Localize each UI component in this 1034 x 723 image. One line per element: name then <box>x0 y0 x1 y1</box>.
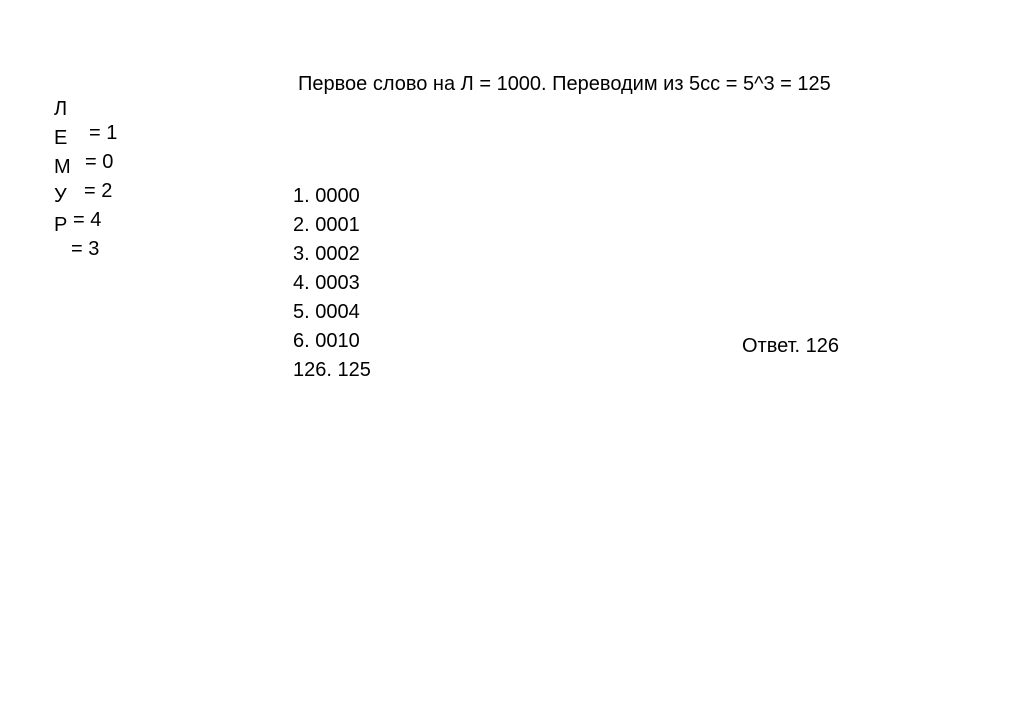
code-list-item: 6. 0010 <box>293 330 360 352</box>
code-list-item: 5. 0004 <box>293 301 360 323</box>
answer-text: Ответ. 126 <box>742 335 840 357</box>
mapping-value: = 4 <box>73 209 102 231</box>
mapping-value: = 2 <box>84 180 113 202</box>
code-list-item: 4. 0003 <box>293 272 360 294</box>
code-list-item: 2. 0001 <box>293 214 360 236</box>
mapping-row-e <box>54 102 114 173</box>
mapping-row-l <box>54 73 118 144</box>
mapping-value: = 0 <box>85 151 114 173</box>
mapping-value: = 3 <box>71 238 100 260</box>
code-list-item: 3. 0002 <box>293 243 360 265</box>
code-list-item: 126. 125 <box>293 359 371 381</box>
mapping-letter: Е <box>54 127 68 149</box>
mapping-letter: Р <box>54 214 68 236</box>
mapping-letter: У <box>54 185 67 207</box>
mapping-row-m <box>54 131 113 202</box>
mapping-value: = 1 <box>89 122 118 144</box>
code-list-item: 1. 0000 <box>293 185 360 207</box>
mapping-letter: М <box>54 156 71 178</box>
mapping-row-r <box>54 189 100 260</box>
code-list <box>293 184 371 387</box>
mapping-letter: Л <box>54 98 68 120</box>
letter-mapping <box>54 73 118 260</box>
mapping-row-u <box>54 160 102 231</box>
heading-text: Первое слово на Л = 1000. Переводим из 5сс = 5^3 = 125 <box>298 73 831 95</box>
